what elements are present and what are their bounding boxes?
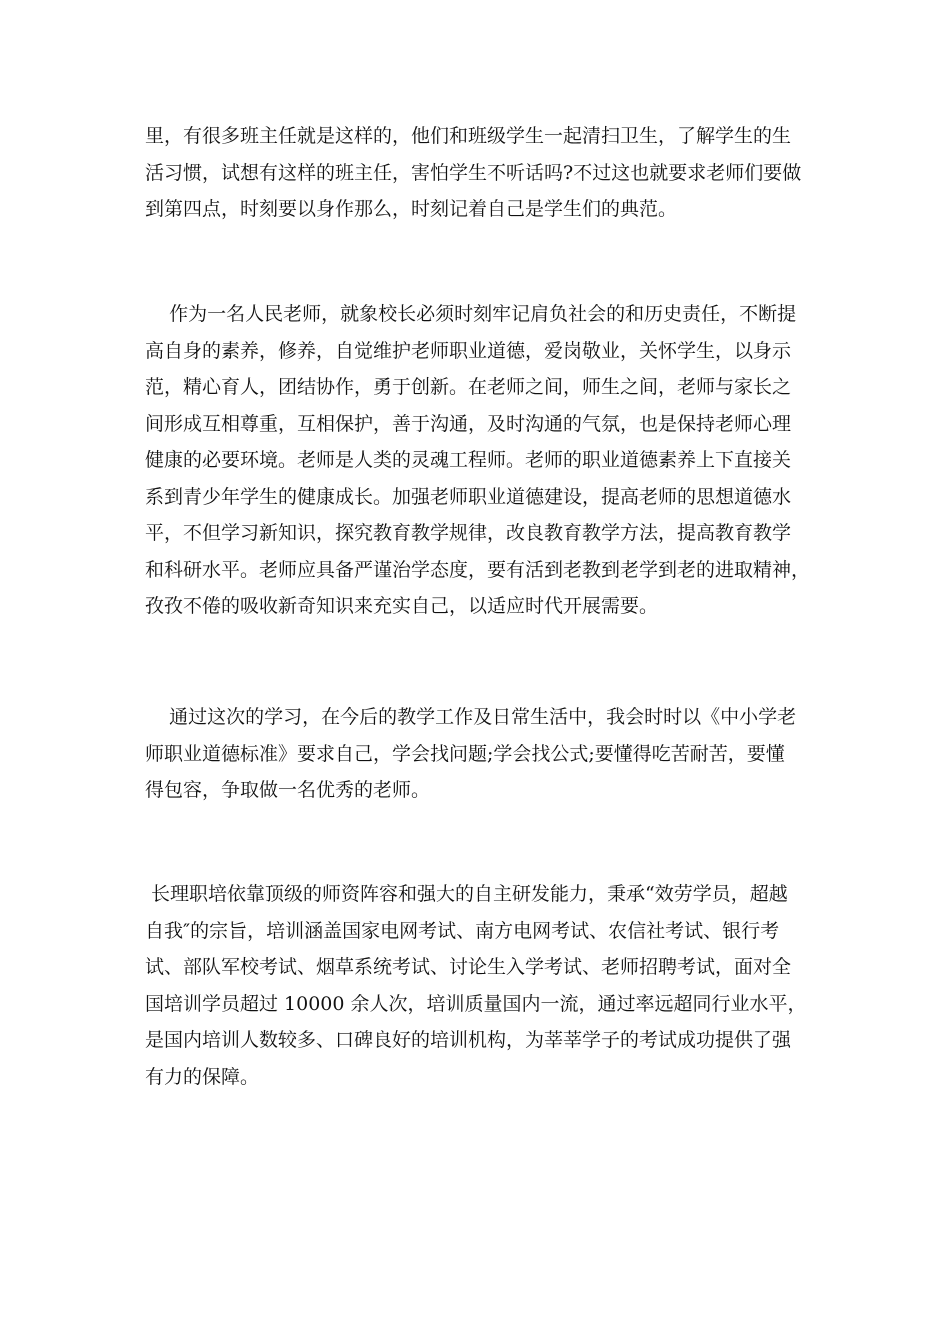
text-line: 试、部队军校考试、烟草系统考试、讨论生入学考试、老师招聘考试，面对全	[145, 956, 792, 978]
text-line: 通过这次的学习，在今后的教学工作及日常生活中，我会时时以《中小学老	[145, 706, 797, 728]
text-line: 自我″的宗旨，培训涵盖国家电网考试、南方电网考试、农信社考试、银行考	[145, 919, 780, 942]
paragraph-head-teacher-example	[145, 118, 810, 228]
text-line: 国培训学员超过 10000 余人次，培训质量国内一流，通过率远超同行业水平，	[145, 992, 807, 1015]
text-line: 到第四点，时刻要以身作那么，时刻记着自己是学生们的典范。	[145, 198, 678, 220]
paragraph-teacher-ethics	[145, 296, 810, 625]
text-line: 师职业道德标准》要求自己，学会找问题;学会找公式;要懂得吃苦耐苦，要懂	[145, 742, 785, 765]
text-line: 得包容，争取做一名优秀的老师。	[145, 779, 431, 801]
text-line: 作为一名人民老师，就象校长必须时刻牢记肩负社会的和历史责任，不断提	[145, 303, 797, 325]
text-line: 高自身的素养，修养，自觉维护老师职业道德，爱岗敬业，关怀学生，以身示	[145, 339, 792, 362]
text-line: 活习惯，试想有这样的班主任，害怕学生不听话吗?不过这也就要求老师们要做	[145, 161, 802, 184]
paragraph-training-promo	[145, 876, 810, 1095]
text-line: 长理职培依靠顶级的师资阵容和强大的自主研发能力，秉承“效劳学员，超越	[145, 883, 788, 905]
text-line: 孜孜不倦的吸收新奇知识来充实自己，以适应时代开展需要。	[145, 595, 659, 617]
text-line: 里，有很多班主任就是这样的，他们和班级学生一起清扫卫生，了解学生的生	[145, 125, 792, 147]
text-line: 和科研水平。老师应具备严谨治学态度，要有活到老教到老学到老的进取精神，	[145, 558, 811, 581]
text-line: 范，精心育人，团结协作，勇于创新。在老师之间，师生之间，老师与家长之	[145, 376, 792, 398]
text-line: 是国内培训人数较多、口碑良好的培训机构，为莘莘学子的考试成功提供了强	[145, 1029, 792, 1051]
text-line: 有力的保障。	[145, 1065, 260, 1088]
text-line: 系到青少年学生的健康成长。加强老师职业道德建设，提高老师的思想道德水	[145, 485, 792, 508]
paragraph-learning-conclusion	[145, 699, 810, 809]
text-line: 健康的必要环境。老师是人类的灵魂工程师。老师的职业道德素养上下直接关	[145, 449, 792, 471]
text-line: 平，不但学习新知识，探究教育教学规律，改良教育教学方法，提高教育教学	[145, 522, 792, 544]
text-line: 间形成互相尊重，互相保护，善于沟通，及时沟通的气氛，也是保持老师心理	[145, 412, 792, 435]
